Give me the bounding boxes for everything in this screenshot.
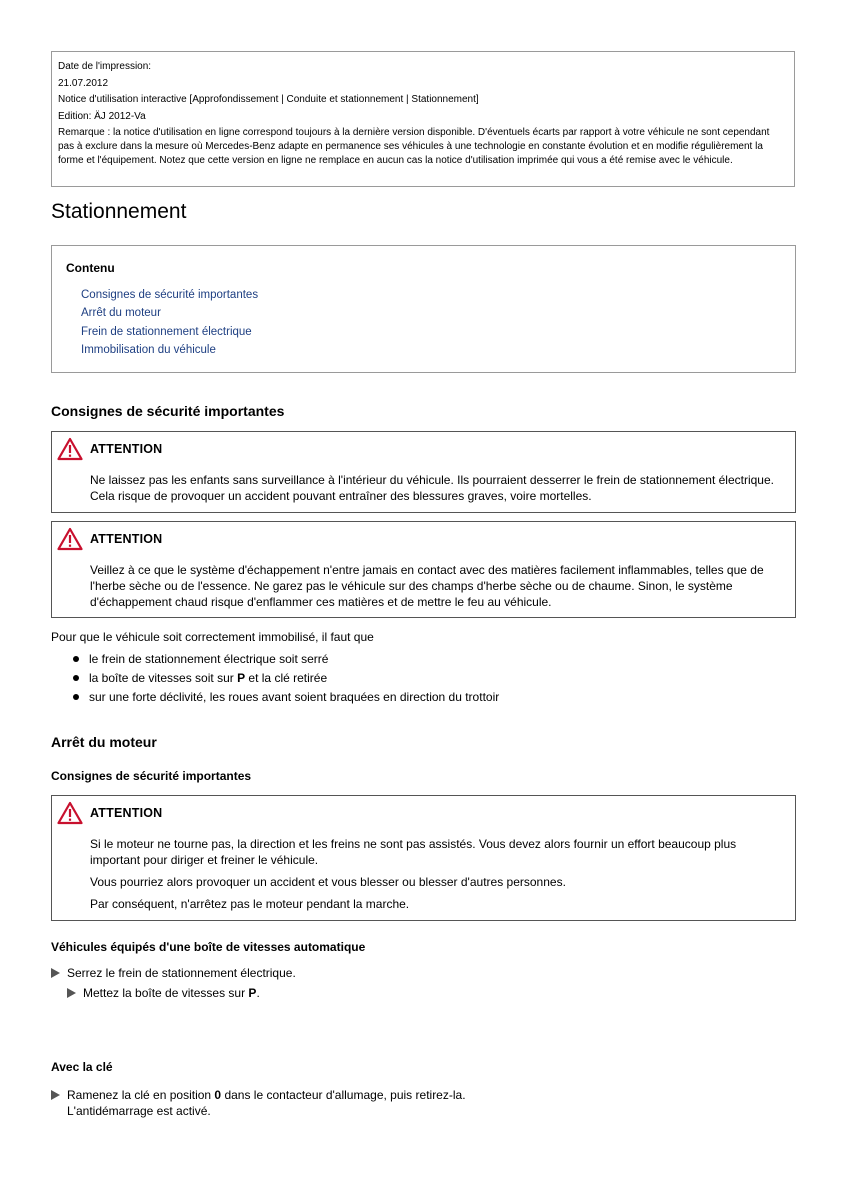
toc-link-safety[interactable]: Consignes de sécurité importantes [81, 289, 259, 301]
instruction-step: Mettez la boîte de vitesses sur P. [67, 985, 260, 1001]
print-date-label: Date de l'impression: [58, 61, 152, 72]
warning-triangle-icon [57, 801, 83, 825]
section-heading-engine-off: Arrêt du moteur [51, 734, 157, 750]
step-arrow-icon [67, 988, 76, 998]
instruction-step: Serrez le frein de stationnement électrique. [51, 965, 296, 981]
toc-link-immobilisation[interactable]: Immobilisation du véhicule [81, 344, 216, 357]
section-heading-safety: Consignes de sécurité importantes [51, 403, 285, 419]
step-result: L'antidémarrage est activé. [67, 1104, 211, 1118]
warning-text [90, 562, 781, 616]
subheading-safety: Consignes de sécurité importantes [51, 769, 252, 783]
instruction-step: Ramenez la clé en position 0 dans le contacteur d'allumage, puis retirez-la. L'antidémarrage est activé. [51, 1087, 466, 1119]
warning-paragraph: Vous pourriez alors provoquer un accident et vous blesser ou blesser d'autres personnes. [90, 875, 566, 889]
list-item: le frein de stationnement électrique soit serré [73, 650, 499, 669]
list-item: sur une forte déclivité, les roues avant soient braquées en direction du trottoir [73, 688, 499, 707]
warning-paragraph: Par conséquent, n'arrêtez pas le moteur pendant la marche. [90, 897, 410, 911]
print-info-box [51, 51, 795, 187]
warning-title: ATTENTION [90, 806, 163, 820]
print-date: 21.07.2012 [58, 77, 109, 89]
step-arrow-icon [51, 1090, 60, 1100]
warning-text [90, 836, 781, 918]
warning-title: ATTENTION [90, 442, 163, 456]
toc-heading: Contenu [66, 261, 115, 275]
document-path: Notice d'utilisation interactive [Approfondissement | Conduite et stationnement | Stationnement] [58, 94, 479, 106]
warning-triangle-icon [57, 437, 83, 461]
warning-box [51, 521, 796, 618]
subheading-with-key: Avec la clé [51, 1060, 113, 1074]
warning-paragraph: Ne laissez pas les enfants sans surveillance à l'intérieur du véhicule. Ils pourraient desserrer le frein de stationnement électrique. Cela risque de provoquer un accident pouvant entraîner des blessures graves, voire mortelles. [90, 473, 774, 503]
warning-title: ATTENTION [90, 532, 163, 546]
warning-triangle-icon [57, 527, 83, 551]
toc-link-parking-brake[interactable]: Frein de stationnement électrique [81, 325, 252, 338]
table-of-contents [51, 245, 796, 373]
immobilisation-conditions-list [73, 650, 499, 708]
subheading-automatic-transmission: Véhicules équipés d'une boîte de vitesses automatique [51, 940, 366, 954]
toc-link-engine-off[interactable]: Arrêt du moteur [81, 307, 161, 320]
warning-paragraph: Si le moteur ne tourne pas, la direction et les freins ne sont pas assistés. Vous devez alors fournir un effort beaucoup plus important pour diriger et freiner le véhicule. [90, 837, 737, 867]
warning-text [90, 472, 781, 510]
warning-paragraph: Veillez à ce que le système d'échappement n'entre jamais en contact avec des matières facilement inflammables, telles que de l'herbe sèche ou de l'essence. Ne garez pas le véhicule sur des champs d'herbe sèche ou de chaume. Sinon, le système d'échappement chaud risque d'enflammer ces matières et de mettre le feu au véhicule. [90, 563, 764, 609]
toc-list [81, 286, 258, 360]
step-arrow-icon [51, 968, 60, 978]
immobilisation-intro: Pour que le véhicule soit correctement immobilisé, il faut que [51, 630, 374, 644]
list-item: la boîte de vitesses soit sur P et la clé retirée [73, 669, 499, 688]
warning-box [51, 431, 796, 513]
remark-text: Remarque : la notice d'utilisation en ligne correspond toujours à la dernière version disponible. D'éventuels écarts par rapport à votre véhicule ne sont cependant pas à exclure dans la mesure où Mercedes-Benz adapte en permanence ses véhicules à une technologie en constante évolution et en modifie régulièrement la forme et l'équipement. Notez que cette version en ligne ne remplace en aucun cas la notice d'utilisation imprimée qui vous a été remise avec le véhicule. [58, 127, 770, 166]
warning-box [51, 795, 796, 921]
edition: Edition: ÄJ 2012-Va [58, 110, 146, 122]
page-title: Stationnement [51, 200, 187, 223]
